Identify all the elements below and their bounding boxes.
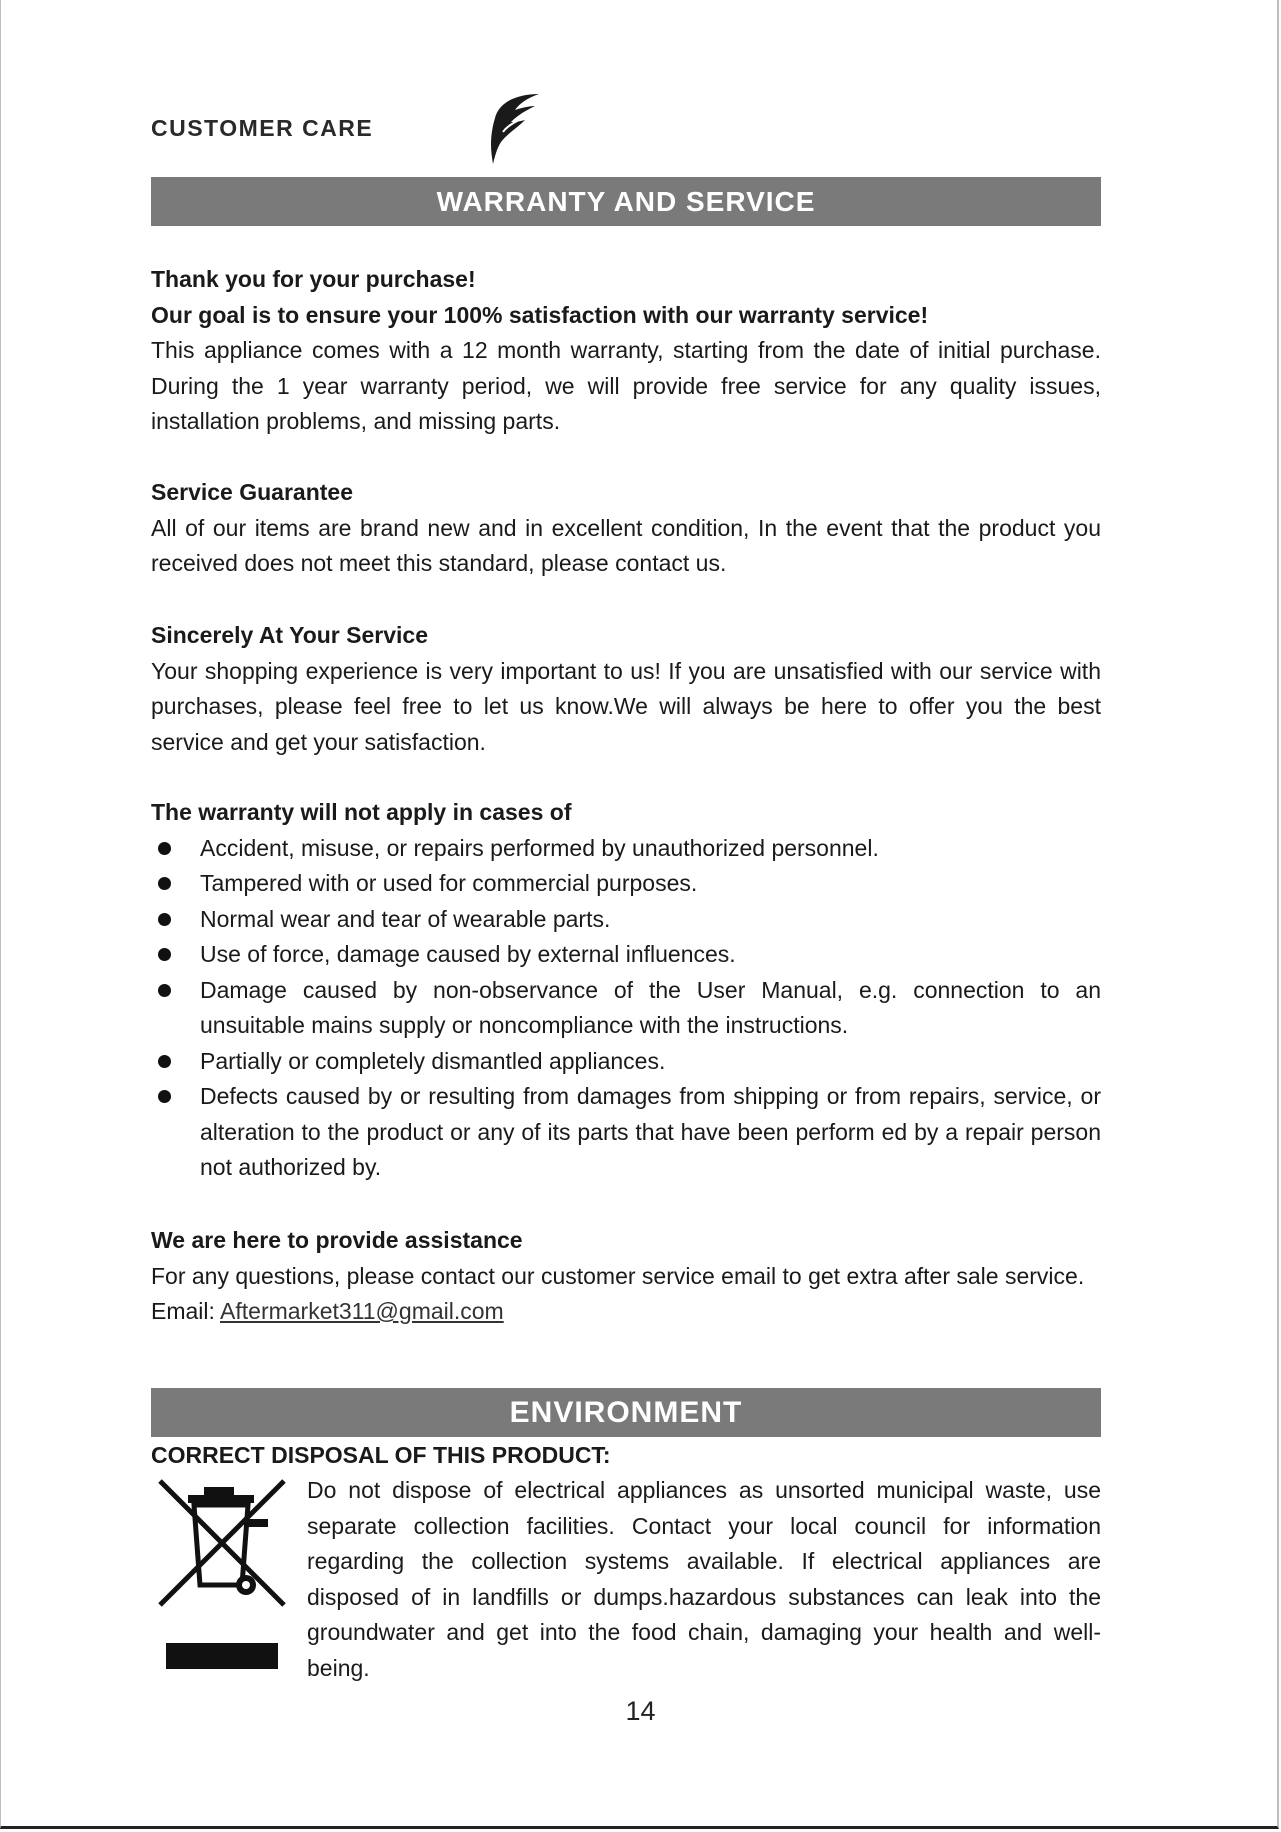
list-item: Defects caused by or resulting from damages from shipping or from repairs, service, or alteration to the product or any of its parts that have been perform ed by a repair person not authorized by. — [151, 1079, 1101, 1186]
header-title: CUSTOMER CARE — [151, 115, 374, 141]
email-line — [151, 1294, 1101, 1330]
assistance-section — [151, 1223, 1101, 1330]
service-guarantee-text: All of our items are brand new and in excellent condition, In the event that the product you received does not meet this standard, please contact us. — [151, 514, 1101, 576]
warranty-terms-text: This appliance comes with a 12 month warranty, starting from the date of initial purchase. During the 1 year warranty period, we will provide free service for any quality issues, installation problems, and missing parts. — [151, 337, 1101, 434]
environment-section-banner: ENVIRONMENT — [151, 1388, 1101, 1437]
assistance-text: For any questions, please contact our customer service email to get extra after sale service. — [151, 1262, 1085, 1289]
intro-section — [151, 262, 1101, 440]
weee-underline-bar — [166, 1643, 278, 1669]
list-item: Damage caused by non-observance of the User Manual, e.g. connection to an unsuitable mains supply or noncompliance with the instructions. — [151, 973, 1101, 1044]
warranty-section-banner: WARRANTY AND SERVICE — [151, 177, 1101, 226]
goal-line: Our goal is to ensure your 100% satisfaction with our warranty service! — [151, 301, 929, 328]
email-link[interactable]: Aftermarket311@gmail.com — [220, 1298, 504, 1324]
bullet-icon — [158, 1055, 171, 1068]
exclusions-heading: The warranty will not apply in cases of — [151, 799, 572, 825]
crossed-out-wheelie-bin-icon — [156, 1477, 288, 1612]
bullet-icon — [158, 948, 171, 961]
page-number: 14 — [625, 1696, 656, 1726]
service-guarantee-section — [151, 475, 1101, 582]
service-guarantee-heading: Service Guarantee — [151, 479, 354, 505]
thank-you-line: Thank you for your purchase! — [151, 266, 476, 292]
sincerely-text: Your shopping experience is very important to us! If you are unsatisfied with our service with purchases, please feel free to let us know.We will always be here to offer you the best service and get your satisfaction. — [151, 657, 1101, 755]
disposal-text: Do not dispose of electrical appliances as unsorted municipal waste, use separate collection facilities. Contact your local council for information regarding the collection systems available. If electrical appliances are disposed of in landfills or dumps.hazardous substances can leak into the groundwater and get into the food chain, damaging your health and well-being. — [307, 1477, 1101, 1681]
list-item: Partially or completely dismantled appliances. — [151, 1044, 1101, 1080]
email-label: Email: — [151, 1298, 221, 1324]
list-item: Use of force, damage caused by external influences. — [151, 937, 1101, 973]
bullet-icon — [158, 1090, 171, 1103]
disposal-heading: CORRECT DISPOSAL OF THIS PRODUCT: — [151, 1442, 611, 1468]
exclusions-list — [151, 831, 1101, 1186]
sincerely-heading: Sincerely At Your Service — [151, 622, 428, 648]
bullet-icon — [158, 877, 171, 890]
bullet-icon — [158, 984, 171, 997]
list-item: Normal wear and tear of wearable parts. — [151, 902, 1101, 938]
brand-logo-icon — [481, 88, 541, 164]
bullet-icon — [158, 913, 171, 926]
bullet-icon — [158, 842, 171, 855]
warranty-exclusions-section — [151, 795, 1101, 1186]
sincerely-section — [151, 618, 1101, 760]
list-item: Tampered with or used for commercial purposes. — [151, 866, 1101, 902]
disposal-heading-block — [151, 1438, 1101, 1474]
assistance-heading: We are here to provide assistance — [151, 1227, 523, 1253]
list-item: Accident, misuse, or repairs performed by unauthorized personnel. — [151, 831, 1101, 867]
page-header — [151, 88, 1101, 168]
